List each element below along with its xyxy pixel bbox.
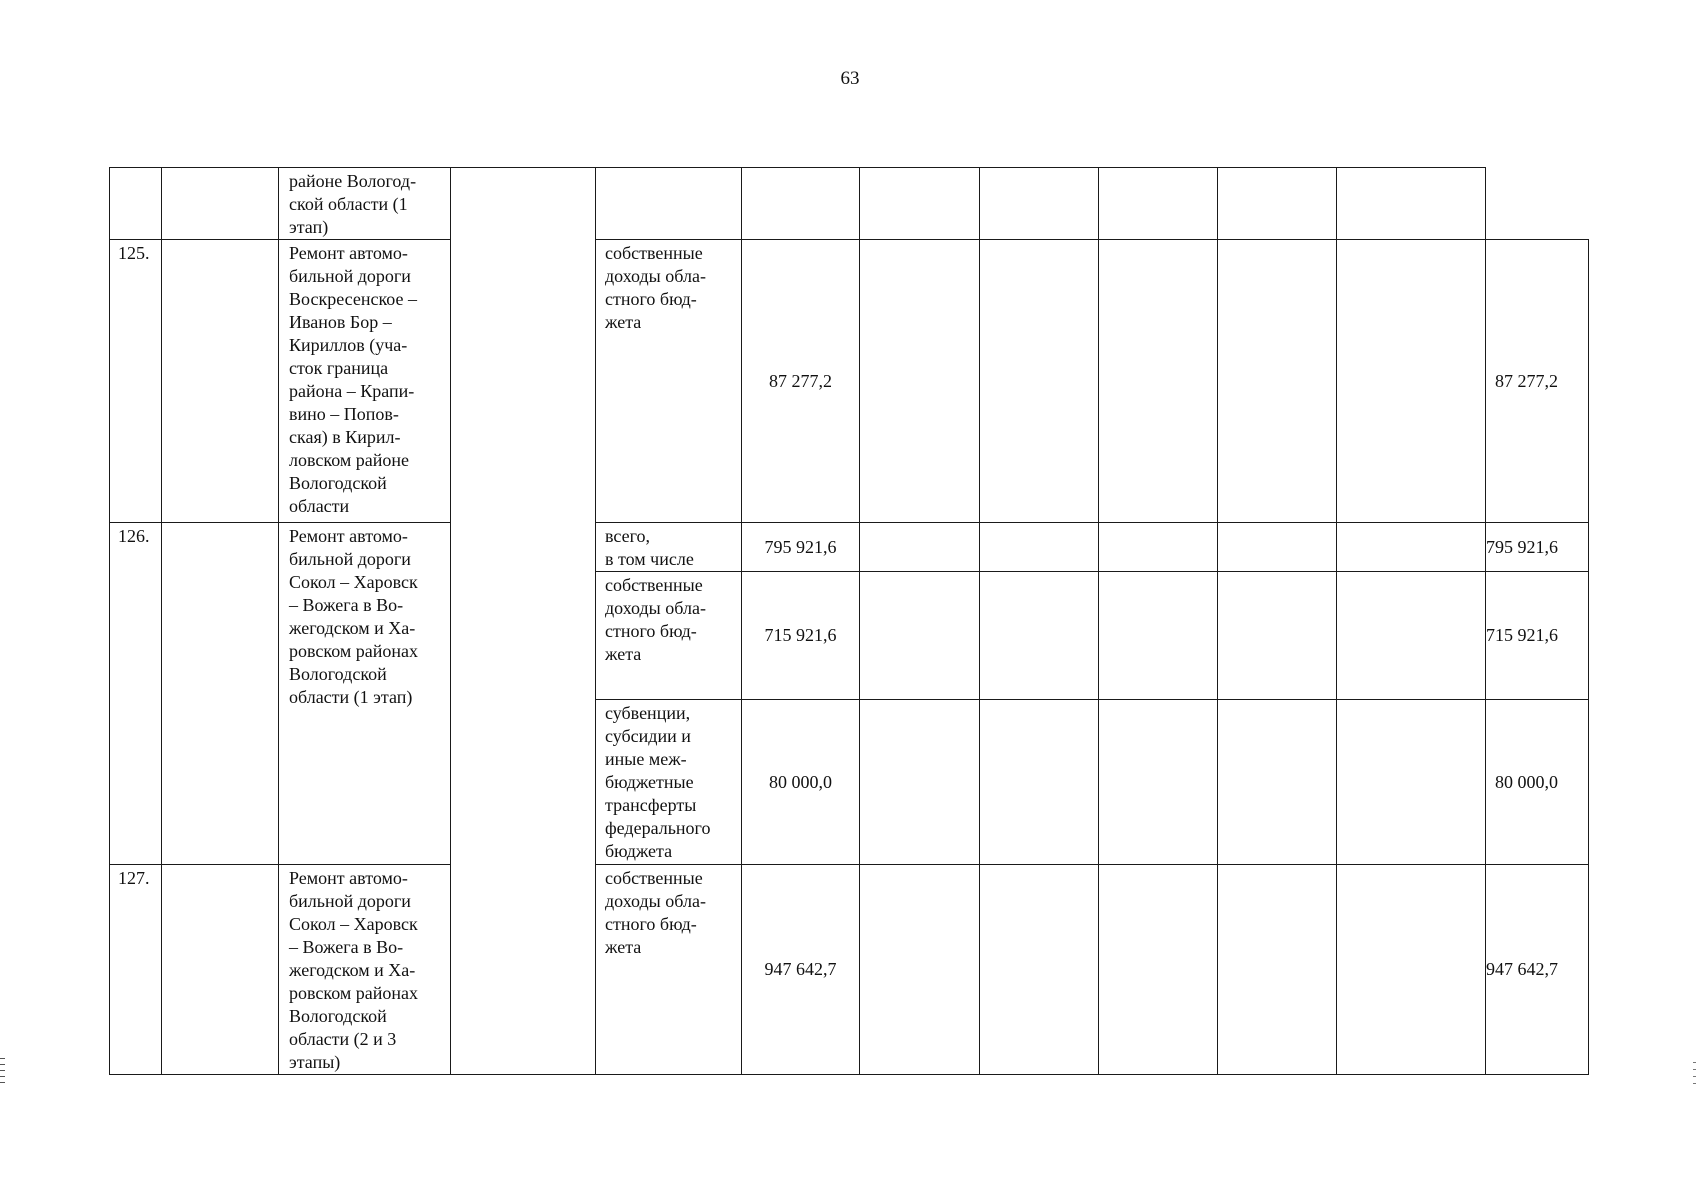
cell-amount: 80 000,0 (742, 700, 860, 865)
scan-margin-marks (0, 1058, 6, 1088)
scan-margin-marks-right (1693, 1062, 1697, 1090)
cell-blank (1218, 240, 1337, 523)
cell-blank (1337, 700, 1486, 865)
cell-total: 947 642,7 (1486, 865, 1589, 1075)
cell-blank (162, 168, 279, 240)
cell-blank (1099, 700, 1218, 865)
cell-funding-source: собственные доходы обла- стного бюд- жета (596, 865, 742, 1075)
cell-blank (1099, 168, 1218, 240)
cell-object-name: Ремонт автомо- бильной дороги Сокол – Харовск – Вожега в Во- жегодском и Ха- ровском районах Вологодской области (1 этап) (279, 523, 451, 865)
cell-number (110, 168, 162, 240)
table-row (110, 523, 1589, 572)
cell-total: 715 921,6 (1486, 572, 1589, 700)
cell-blank (1099, 240, 1218, 523)
cell-blank (1218, 865, 1337, 1075)
cell-blank (860, 168, 980, 240)
cell-blank (860, 240, 980, 523)
cell-total: 80 000,0 (1486, 700, 1589, 865)
cell-object-name: Ремонт автомо- бильной дороги Сокол – Харовск – Вожега в Во- жегодском и Ха- ровском районах Вологодской области (2 и 3 этапы) (279, 865, 451, 1075)
cell-blank (1099, 523, 1218, 572)
cell-blank (980, 865, 1099, 1075)
cell-blank (1337, 572, 1486, 700)
page-number: 63 (840, 68, 860, 89)
cell-funding-source: субвенции, субсидии и иные меж- бюджетные трансферты федерального бюджета (596, 700, 742, 865)
cell-blank (980, 523, 1099, 572)
cell-blank (162, 865, 279, 1075)
cell-blank (1337, 240, 1486, 523)
cell-blank (860, 865, 980, 1075)
cell-blank (860, 572, 980, 700)
cell-amount: 947 642,7 (742, 865, 860, 1075)
table-row (110, 240, 1589, 523)
cell-object-name: Ремонт автомо- бильной дороги Воскресенское – Иванов Бор – Кириллов (уча- сток граница района – Крапи- вино – Попов- ская) в Кирил- ловском районе Вологодской области (279, 240, 451, 523)
cell-blank (980, 572, 1099, 700)
cell-blank (1099, 865, 1218, 1075)
cell-amount: 715 921,6 (742, 572, 860, 700)
cell-total: 87 277,2 (1486, 240, 1589, 523)
budget-table (109, 167, 1589, 1075)
cell-blank (860, 523, 980, 572)
cell-total (1337, 168, 1486, 240)
cell-blank (451, 168, 596, 1075)
cell-blank (980, 168, 1099, 240)
table-row (110, 168, 1589, 240)
table-row (110, 865, 1589, 1075)
cell-funding-source: собственные доходы обла- стного бюд- жета (596, 240, 742, 523)
cell-blank (162, 240, 279, 523)
cell-blank (1099, 572, 1218, 700)
cell-amount: 87 277,2 (742, 240, 860, 523)
cell-funding-source: всего, в том числе (596, 523, 742, 572)
cell-funding-source (596, 168, 742, 240)
cell-blank (1218, 168, 1337, 240)
cell-blank (1337, 523, 1486, 572)
cell-funding-source: собственные доходы обла- стного бюд- жета (596, 572, 742, 700)
cell-number: 127. (110, 865, 162, 1075)
cell-object-name: районе Вологод- ской области (1 этап) (279, 168, 451, 240)
cell-blank (1218, 700, 1337, 865)
cell-blank (980, 240, 1099, 523)
cell-blank (1337, 865, 1486, 1075)
cell-blank (162, 523, 279, 865)
cell-amount (742, 168, 860, 240)
cell-number: 125. (110, 240, 162, 523)
cell-blank (1218, 523, 1337, 572)
cell-amount: 795 921,6 (742, 523, 860, 572)
cell-blank (860, 700, 980, 865)
cell-total: 795 921,6 (1486, 523, 1589, 572)
cell-blank (980, 700, 1099, 865)
cell-number: 126. (110, 523, 162, 865)
cell-blank (1218, 572, 1337, 700)
